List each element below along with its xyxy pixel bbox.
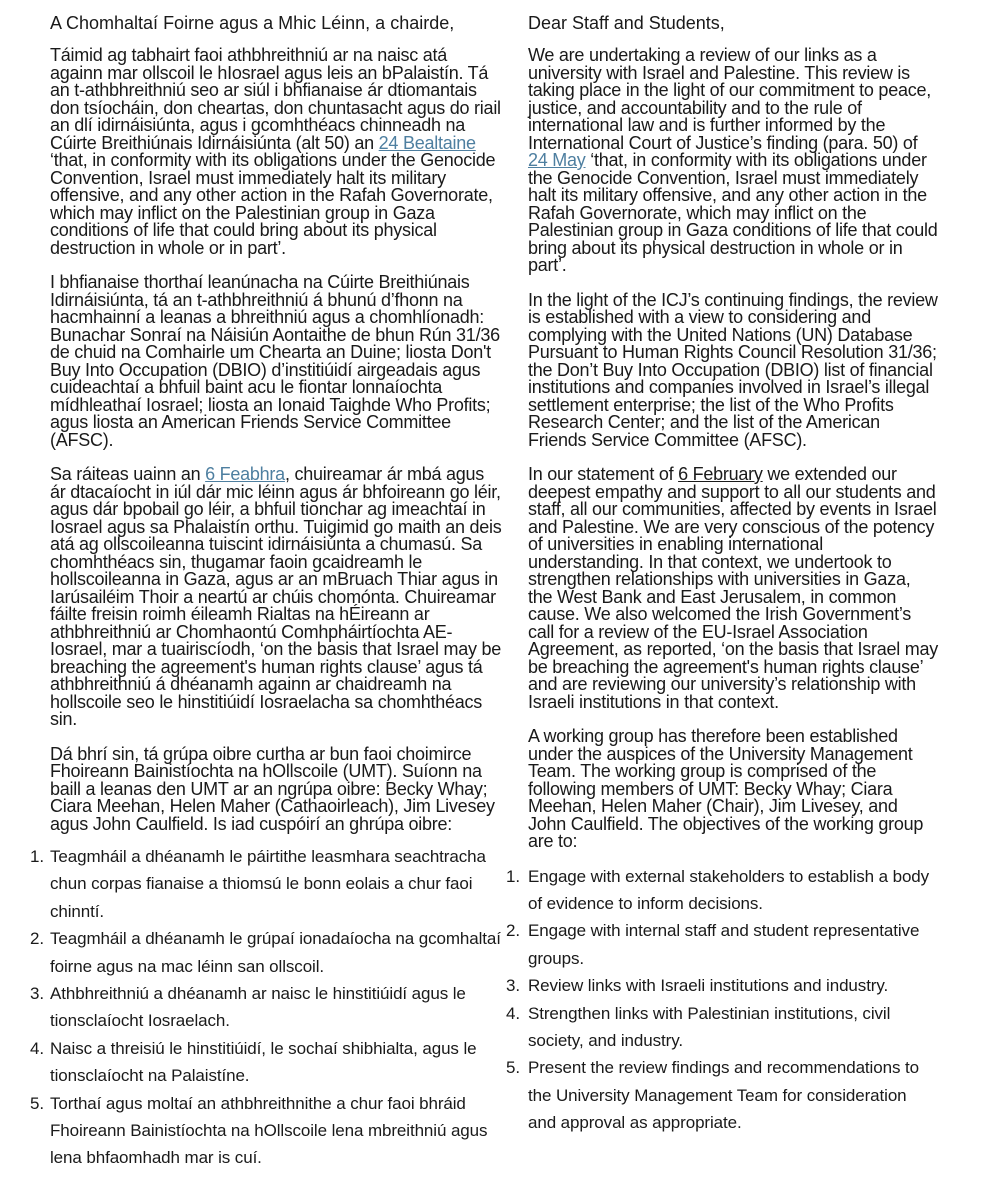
list-item: 4. Naisc a threisiú le hinstitiúidí, le sochaí shibhialta, agus le tionsclaíocht na Palaistíne. [30, 1038, 477, 1086]
list-item: 1. Teagmháil a dhéanamh le páirtithe leasmhara seachtracha chun corpas fianaise a thiomsú le bonn eolais a chur faoi chinntí. [30, 847, 486, 921]
link-24-may[interactable]: 24 May [528, 150, 586, 170]
english-p3-text-b: we extended our deepest empathy and support to all our students and staff, all our communities, affected by events in Israel and Palestine. We are very conscious of the potency of universities in enabling international understanding. In that context, we undertook to strengthen relationships with universities in Gaza, the West Bank and East Jerusalem, in common cause. We also welcomed the Irish Government’s call for a review of the EU-Israel Association Agreement, as reported, ‘on the basis that Israel may be breaching the agreement's human rights clause’ and are reviewing our university’s relationship with Israeli institutions in that context. [528, 464, 938, 712]
irish-paragraph-3 [50, 466, 502, 729]
english-p1-text-b: ‘that, in conformity with its obligations under the Genocide Convention, Israel must immediately halt its military offensive, and any other action in the Rafah Governorate, which may inflict on the Palestinian group in Gaza conditions of life that could bring about its physical destruction in whole or in part’. [528, 150, 938, 275]
irish-paragraph-1 [50, 47, 502, 257]
list-item: 4. Strengthen links with Palestinian institutions, civil society, and industry. [506, 1003, 891, 1050]
irish-objectives-list [30, 843, 502, 1172]
list-item: 3. Athbhreithniú a dhéanamh ar naisc le hinstitiúidí agus le tionsclaíocht Iosraelach. [30, 984, 466, 1031]
list-item: 5. Torthaí agus moltaí an athbhreithnithe a chur faoi bhráid Fhoireann Bainistíochta na hOllscoile lena mbreithniú agus lena bhfaomhadh mar is cuí. [30, 1093, 488, 1168]
english-column [506, 13, 938, 1137]
irish-column [30, 13, 502, 1172]
english-paragraph-2: In the light of the ICJ’s continuing findings, the review is established with a view to considering and complying with the United Nations (UN) Database Pursuant to Human Rights Council Resolution 31/36; the Don’t Buy Into Occupation (DBIO) list of financial institutions and companies involved in Israel’s illegal settlement enterprise; the list of the Who Profits Research Center; and the list of the American Friends Service Committee (AFSC). [528, 289, 938, 450]
list-item: 2. Engage with internal staff and student representative groups. [506, 921, 920, 968]
english-paragraph-4: A working group has therefore been established under the auspices of the University Management Team. The working group is comprised of the following members of UMT: Becky Whay; Ciara Meehan, Helen Maher (Chair), Jim Livesey, and John Caulfield. The objectives of the working group are to: [528, 726, 924, 851]
irish-paragraph-2: I bhfianaise thorthaí leanúnacha na Cúirte Breithiúnais Idirnáisiúnta, tá an t-athbhreithniú á bhunú d’fhonn na hacmhainní a leanas a bhreithniú agus a chomhlíonadh: Bunachar Sonraí na Náisiún Aontaithe de bhun Rún 31/36 de chuid na Comhairle um Chearta an Duine; liosta Don't Buy Into Occupation (DBIO) d’institiúidí airgeadais agus cuideachtaí a bhfuil baint acu le fiontar lonnaíochta mídhleathaí Iosrael; liosta an Ionaid Taighde Who Profits; agus liosta an American Friends Service Committee (AFSC). [50, 272, 500, 450]
link-6-feabhra[interactable]: 6 Feabhra [205, 464, 285, 484]
english-p3-text-a: In our statement of [528, 464, 679, 484]
irish-paragraph-4: Dá bhrí sin, tá grúpa oibre curtha ar bun faoi choimirce Fhoireann Bainistíochta na hOllscoile (UMT). Suíonn na baill a leanas den UMT ar an ngrúpa oibre: Becky Whay; Ciara Meehan, Helen Maher (Cathaoirleach), Jim Livesey agus John Caulfield. Is iad cuspóirí an ghrúpa oibre: [50, 743, 495, 834]
link-24-bealtaine[interactable]: 24 Bealtaine [378, 132, 476, 153]
english-paragraph-3 [528, 466, 938, 711]
list-item: 3. Review links with Israeli institutions and industry. [506, 976, 889, 996]
irish-greeting: A Chomhaltaí Foirne agus a Mhic Léinn, a chairde, [50, 13, 455, 33]
english-greeting: Dear Staff and Students, [528, 13, 725, 33]
irish-p1-text-b: ‘that, in conformity with its obligations under the Genocide Convention, Israel must immediately halt its military offensive, and any other action in the Rafah Governorate, which may inflict on the Palestinian group in Gaza conditions of life that could bring about its physical destruction in whole or in part’. [50, 150, 496, 258]
link-6-february[interactable]: 6 February [678, 464, 763, 484]
english-paragraph-1 [528, 47, 938, 275]
list-item: 2. Teagmháil a dhéanamh le grúpaí ionadaíocha na gcomhaltaí foirne agus na mac léinn san ollscoil. [30, 929, 501, 976]
irish-p3-text-a: Sa ráiteas uainn an [50, 464, 206, 484]
list-item: 1. Engage with external stakeholders to establish a body of evidence to inform decisions. [506, 866, 930, 913]
irish-p1-text-a: Táimid ag tabhairt faoi athbhreithniú ar na naisc atá againn mar ollscoil le hIosrael agus leis an bPalaistín. Tá an t-athbhreithniú seo ar siúl i bhfianaise ár dtiomantais don tsíocháin, don cheartas, don chuntasacht agus do riail an dlí idirnáisiúnta, agus i gcomhthéacs chinneadh na Cúirte Breithiúnais Idirnáisiúnta (alt 50) an [50, 45, 501, 153]
irish-p3-text-b: , chuireamar ár mbá agus ár dtacaíocht in iúl dár mic léinn agus ár bhfoireann go léir, agus dár bpobail go léir, a bhfuil tionchar ag imeachtaí in Iosrael agus sa Phalaistín orthu. Tuigimid go maith an deis atá ag ollscoileanna tuiscint idirnáisiúnta a chumasú. Sa chomhthéacs sin, thugamar faoin gcaidreamh le hollscoileanna in Gaza, agus ar an mBruach Thiar agus in Iarúsailéim Thoir a neartú ar chúis chomónta. Chuireamar fáilte freisin roimh éileamh Rialtas na hÉireann ar athbhreithniú ar Chomhaontú Comhpháirtíochta AE-Iosrael, mar a tuairiscíodh, ‘on the basis that Israel may be breaching the agreement's human rights clause’ agus tá athbhreithniú á dhéanamh againn ar chaidreamh na hollscoile seo le hinstitiúidí Iosraelacha sa chomhthéacs sin. [50, 464, 502, 729]
english-objectives-list [506, 863, 938, 1137]
list-item: 5. Present the review findings and recommendations to the University Management Team for consideration and approval as appropriate. [506, 1058, 919, 1133]
english-p1-text-a: We are undertaking a review of our links as a university with Israel and Palestine. This review is taking place in the light of our commitment to peace, justice, and accountability and to the rule of international law and is further informed by the International Court of Justice’s finding (para. 50) of [528, 45, 931, 153]
